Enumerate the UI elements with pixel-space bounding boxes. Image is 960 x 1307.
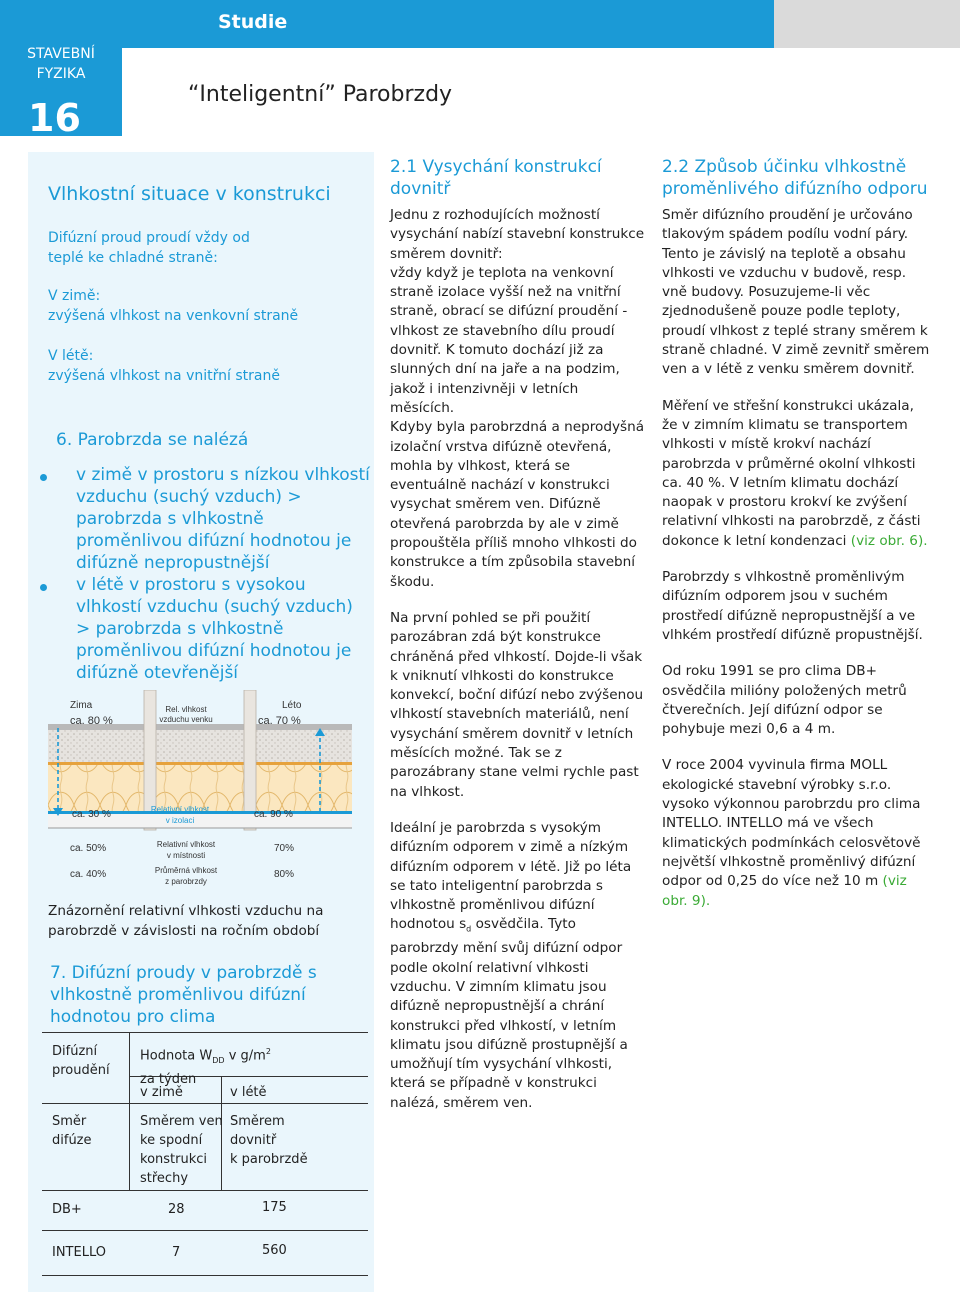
section-2-1-p1: Jednu z rozhodujících možností vysychání nabízí stavební konstrukce směrem dovnitř: [390,207,645,262]
td-intello-winter: 7 [172,1245,181,1260]
side-tab-label: STAVEBNÍ FYZIKA [27,46,95,82]
page-title: “Inteligentní” Parobrzdy [188,82,453,107]
label-ins-2: v izolaci [165,816,195,825]
section-2-2-title: 2.2 Způsob účinku vlhkostně proměnlivého difúzního odporu [662,157,928,199]
page-number: 16 [28,96,81,140]
label-rel-2: vzduchu venku [159,715,213,724]
section-2-1-p3: Kdyby byla parobrzdná a neprodyšná izolační vrstva difúzně otevřená, mohla by vlhkost, která se eventuálně nachází v konstrukci vysychat směrem ven. Difúzně otevřená parobrzda by ale v zimě propouštěla příliš mnoho vlhkosti do konstrukce a tím způsobila stavební škodu. [390,419,645,590]
td-direction-winter: Směrem ven ke spodní konstrukci střechy [140,1114,223,1186]
bullet-icon [40,584,47,591]
td-dbplus-summer: 175 [262,1200,287,1215]
section-2-2-p1: Směr difúzního proudění je určováno tlakovým spádem podílu vodní páry. Tento je závislý na teplotě a obsahu vlhkosti ve vzduchu v budově, resp. vně budovy. Posuzujeme-li věc zjednodušeně pouze podle teploty, proudí vlhkost z teplé strany směrem k straně chladné. V zimě zevnitř směrem ven a v létě z venku směrem dovnitř. [662,207,930,378]
td-intello-summer: 560 [262,1243,287,1258]
label-room-left: ca. 50% [70,843,107,854]
figure-ref-6[interactable]: (viz obr. 6). [850,532,928,549]
bullet-winter: v zimě v prostoru s nízkou vlhkostí vzduchu (suchý vzduch) > parobrzda s vlhkostně proměnlivou difúzní hodnotou je difúzně nepropustnější [76,465,370,573]
label-ins-1: Relativní vlhkost [150,805,210,814]
section-2-1-title: 2.1 Vysychání konstrukcí dovnitř [390,157,602,199]
label-room-right: 70% [274,843,295,854]
label-avg-left: ca. 40% [70,869,107,880]
table-rule [42,1230,368,1231]
section-2-1-p5: Ideální je parobrzda s vysokým difúzním odporem v zimě a nízkým difúzním odporem v létě. Již po léta se tato inteligentní parobrzda s vlhkostně proměnlivou difúzní hodnotou $s_d$ osvědčila. Tyto parobrzdy mění svůj difúzní odpor podle okolní relativní vlhkosti vzduchu. V zimním klimatu jsou difúzně nepropustnější a chrání konstrukci před vlhkostí, v letním klimatu jsou difúzně prostupnější a umožňují tím vysychání vlhkosti, která se případně v konstrukci nalézá, směrem ven. [390,819,632,1111]
section-2-1-p4: Na první pohled se při použití parozábran zdá být konstrukce chráněná před vlhkostí. Dojde-li však k vniknutí vlhkosti do konstrukce konvekcí, boční difúzí nebo zvýšenou vlhkostí stavebních materiálů, není vysychání směrem dovnitř v letních měsících možné. Tak se z parozábrany stane velmi rychle past na vlhkost. [390,609,644,800]
section-2-2-p4: Od roku 1991 se pro clima DB+ osvědčila milióny položených metrů čtverečních. Její difúzní odpor se pohybuje mezi 0,6 a 4 m. [662,663,907,738]
left-title: Vlhkostní situace v konstrukci [48,183,331,205]
figure-ref-9[interactable]: (viz obr. 9). [662,873,907,909]
figure-7-title: 7. Difúzní proudy v parobrzdě s vlhkostně proměnlivou difúzní hodnotou pro clima [50,963,317,1027]
section-2-2-p2: Měření ve střešní konstrukci ukázala, že v zimním klimatu se transportem vlhkosti v místě krokví nachází parobrzda v průměrné okolní vlhkosti ca. 40 %. V letním klimatu dochází naopak v prostoru krokví ke zvýšení relativní vlhkosti na parobrzdě, z části dokonce k letní kondenzaci (viz obr. 6). [662,397,928,549]
section-2-1-p2: vždy když je teplota na venkovní straně izolace vyšší než na vnitřní straně, obrací se difúzní proudění - vlhkost ze stavebního dílu proudí dovnitř. K tomuto dochází již za slunných dní na jaře a na podzim, jakož i intenzivněji v letních měsících. [390,264,628,416]
th-value: Hodnota $W_{DD}$ v $g/m^2$ za týden [140,1047,271,1087]
figure-6-caption: Znázornění relativní vlhkosti vzduchu na parobrzdě v závislosti na ročním období [48,903,324,939]
label-ins-right: ca. 90 % [254,809,293,820]
label-room-1: Relativní vlhkost [156,840,216,849]
side-tab [0,0,122,140]
top-bar [0,0,960,48]
section-label: Studie [218,11,288,33]
table-rule [42,1275,368,1276]
column-3 [662,156,932,928]
label-leto-value: ca. 70 % [258,715,301,727]
th-summer: v létě [230,1085,267,1100]
label-zima-value: ca. 80 % [70,715,113,727]
th-flow: Difúzní proudění [52,1044,110,1078]
th-winter: v zimě [140,1085,183,1100]
bullet-summer: v létě v prostoru s vysokou vlhkostí vzduchu (suchý vzduch) > parobrzda s vlhkostně proměnlivou difúzní hodnotou je difúzně otevřenější [76,575,353,683]
table-rule [42,1103,368,1104]
td-direction-label: Směr difúze [52,1114,92,1148]
column-2 [390,156,646,1130]
diffusion-table [42,1032,368,1276]
label-avg-1: Průměrná vlhkost [154,866,218,875]
humidity-diagram [48,690,352,890]
table-rule [42,1190,368,1191]
td-product-dbplus: DB+ [52,1202,82,1217]
summer-block: V létě: zvýšená vlhkost na vnitřní straně [48,348,280,384]
td-direction-summer: Směrem dovnitř k parobrzdě [230,1114,308,1167]
section-2-2-p3: Parobrzdy s vlhkostně proměnlivým difúzním odporem jsou v suchém prostředí difúzně nepropustnější a ve vlhkém prostředí difúzně propustnější. [662,569,923,643]
label-leto: Léto [282,700,302,711]
label-rel-1: Rel. vlhkost [165,705,207,714]
td-dbplus-winter: 28 [168,1202,185,1217]
td-product-intello: INTELLO [52,1245,106,1260]
label-room-2: v místnosti [166,851,206,860]
header-grey-block [774,0,960,48]
label-ins-left: ca. 30 % [72,809,111,820]
label-avg-2: z parobrzdy [165,877,207,886]
bullet-icon [40,474,47,481]
humidity-diagram-svg [48,690,352,890]
label-avg-right: 80% [274,869,295,880]
label-zima: Zima [70,700,93,711]
diffusion-intro: Difúzní proud proudí vždy od teplé ke chladné straně: [48,230,250,266]
table-rule [42,1032,368,1033]
section-2-2-p5: V roce 2004 vyvinula firma MOLL ekologické stavební výrobky s.r.o. vysoko výkonnou parobrzdu pro clima INTELLO. INTELLO má ve všech klimatických podmínkách celosvětově největší vlhkostně proměnlivý difúzní odpor od 0,25 do více než 10 m (viz obr. 9). [662,757,921,909]
figure-6-title: 6. Parobrzda se nalézá [56,430,249,450]
table-rule [129,1032,130,1190]
winter-block: V zimě: zvýšená vlhkost na venkovní straně [48,288,299,324]
